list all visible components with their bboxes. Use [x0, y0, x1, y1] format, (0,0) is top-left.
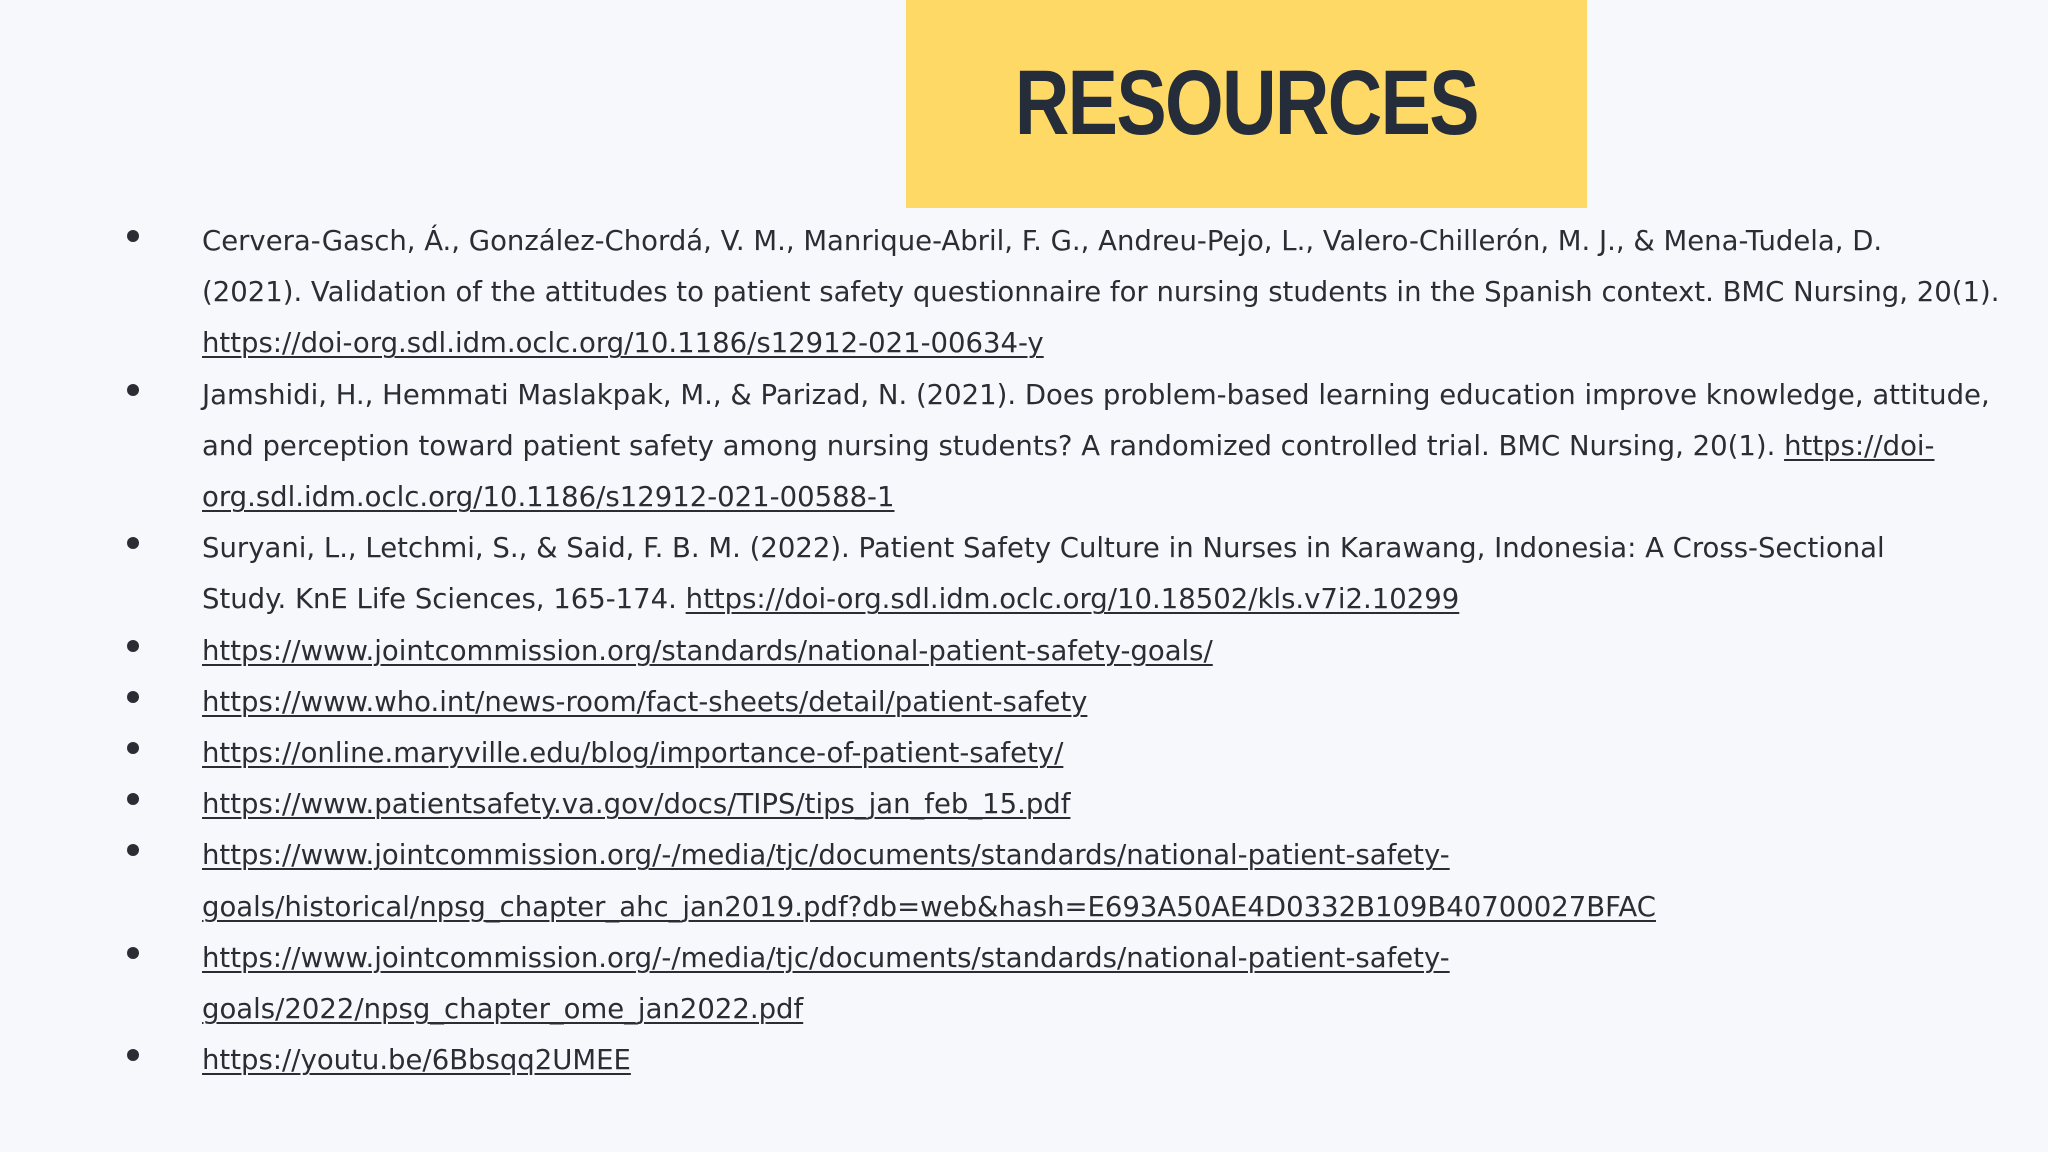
reference-item: [120, 216, 2000, 370]
reference-link[interactable]: https://www.who.int/news-room/fact-sheets/detail/patient-safety: [202, 685, 1088, 718]
bullet-icon: [127, 947, 139, 959]
reference-line: [202, 984, 1970, 1035]
reference-line: [202, 267, 2000, 318]
reference-line: [202, 779, 1970, 830]
reference-text: and perception toward patient safety among nursing students? A randomized controlled trial. BMC Nursing, 20(1).: [202, 429, 1785, 462]
reference-line: [202, 677, 1970, 728]
reference-text: Suryani, L., Letchmi, S., & Said, F. B. M. (2022). Patient Safety Culture in Nurses in Karawang, Indonesia: A Cross-Sectional: [202, 532, 1885, 565]
reference-item: [120, 370, 1990, 524]
reference-link[interactable]: https://www.patientsafety.va.gov/docs/TIPS/tips_jan_feb_15.pdf: [202, 788, 1071, 821]
reference-item: [120, 728, 1970, 779]
slide-title: RESOURCES: [1014, 51, 1479, 154]
reference-link[interactable]: https://doi-org.sdl.idm.oclc.org/10.1186/s12912-021-00634-y: [202, 327, 1044, 360]
bullet-icon: [127, 230, 139, 242]
reference-item: [120, 933, 1970, 1035]
reference-item: [120, 523, 1970, 625]
reference-text: Cervera-Gasch, Á., González-Chordá, V. M., Manrique-Abril, F. G., Andreu-Pejo, L., Valero-Chillerón, M. J., & Mena-Tudela, D.: [202, 225, 1883, 257]
reference-item: [120, 677, 1970, 728]
bullet-icon: [127, 691, 139, 703]
reference-item: [120, 830, 1970, 932]
reference-line: [202, 626, 1970, 677]
reference-item: [120, 626, 1970, 677]
reference-link[interactable]: https://www.jointcommission.org/-/media/tjc/documents/standards/national-patient-safety-: [202, 941, 1450, 974]
reference-link[interactable]: goals/historical/npsg_chapter_ahc_jan2019.pdf?db=web&hash=E693A50AE4D0332B109B40700027BFAC: [202, 890, 1656, 923]
reference-line: [202, 1035, 1970, 1086]
bullet-icon: [127, 844, 139, 856]
reference-item: [120, 779, 1970, 830]
reference-link[interactable]: https://www.jointcommission.org/-/media/tjc/documents/standards/national-patient-safety-: [202, 839, 1450, 872]
reference-text: Jamshidi, H., Hemmati Maslakpak, M., & Parizad, N. (2021). Does problem-based learning education improve knowledge, attitude,: [202, 378, 1990, 411]
reference-line: [202, 523, 1970, 574]
reference-link[interactable]: https://www.jointcommission.org/standards/national-patient-safety-goals/: [202, 634, 1213, 667]
reference-line: [202, 933, 1970, 984]
reference-line: [202, 830, 1970, 881]
bullet-icon: [127, 1049, 139, 1061]
reference-line: [202, 421, 1970, 472]
reference-link[interactable]: https://youtu.be/6Bbsqq2UMEE: [202, 1044, 631, 1077]
reference-link[interactable]: goals/2022/npsg_chapter_ome_jan2022.pdf: [202, 993, 804, 1026]
reference-line: [202, 728, 1970, 779]
reference-link[interactable]: org.sdl.idm.oclc.org/10.1186/s12912-021-00588-1: [202, 481, 895, 514]
reference-text: (2021). Validation of the attitudes to patient safety questionnaire for nursing students in the Spanish context. BMC Nursing, 20(1).: [202, 276, 2000, 309]
reference-line: [202, 882, 1970, 933]
reference-link[interactable]: https://online.maryville.edu/blog/importance-of-patient-safety/: [202, 737, 1064, 770]
reference-link[interactable]: https://doi-: [1784, 429, 1935, 462]
reference-text: Study. KnE Life Sciences, 165-174.: [202, 583, 686, 616]
title-banner: [906, 0, 1587, 208]
bullet-icon: [127, 384, 139, 396]
bullet-icon: [127, 742, 139, 754]
reference-line: [202, 370, 1990, 421]
bullet-icon: [127, 537, 139, 549]
bullet-icon: [127, 640, 139, 652]
bullet-icon: [127, 793, 139, 805]
reference-line: [202, 216, 1970, 267]
reference-link[interactable]: https://doi-org.sdl.idm.oclc.org/10.18502/kls.v7i2.10299: [685, 583, 1460, 616]
reference-line: [202, 318, 1970, 369]
reference-line: [202, 472, 1970, 523]
reference-line: [202, 574, 1970, 625]
reference-list: [120, 216, 2000, 1086]
reference-item: [120, 1035, 1970, 1086]
